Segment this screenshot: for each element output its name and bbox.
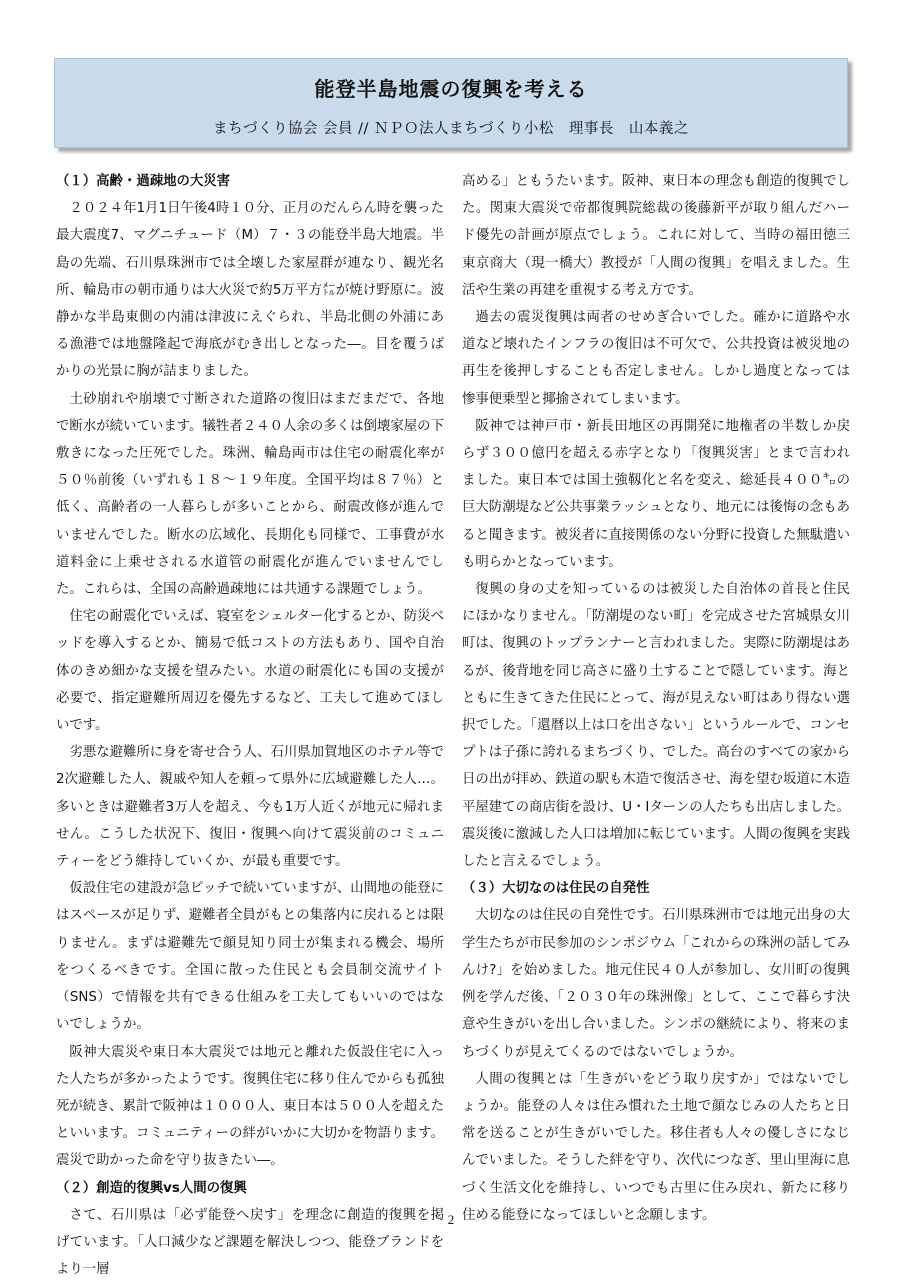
paragraph: 復興の身の丈を知っているのは被災した自治体の首長と住民にほかなりません。「防潮堤のない町」を完成させた宮城県女川町は、復興のトップランナーと言われました。実際に防潮堤はあるが、後背地を同じ高さに盛り土することで隠しています。海とともに生きてきた住民にとって、海が見えない町はあり得ない選択でした。「還暦以上は口を出さない」というルールで、コンセプトは子孫に誇れるまちづくり、でした。高台のすべての家から日の出が拝め、鉄道の駅も木造で復活させ、海を望む坂道に木造平屋建ての商店街を設け、U・Iターンの人たちも出店しました。震災後に激減した人口は増加に転じています。人間の復興を実践したと言えるでしょう。: [462, 582, 850, 870]
author-byline: まちづくり協会 会員 // ＮＰＯ法人まちづくり小松 理事長 山本義之: [213, 121, 689, 137]
section-heading-1: （１）高齢・過疎地の大災害: [56, 174, 231, 189]
paragraph: さて、石川県は「必ず能登へ戻す」を理念に創造的復興を掲げています。「人口減少など課題を解決しつつ、能登ブランドをより一層: [56, 1207, 444, 1278]
paragraph: 人間の復興とは「生きがいをどう取り戻すか」ではないでしょうか。能登の人々は住み慣れた土地で顔なじみの人たちと日常を送ることが生きがいでした。移住者も人々の優しさになじんでいました。そうした絆を守り、次代につなぎ、里山里海に息づく生活文化を維持し、いつでも古里に住み戻れ、新たに移り住める能登になってほしいと念願します。: [462, 1071, 850, 1223]
paragraph: 仮設住宅の建設が急ピッチで続いていますが、山間地の能登にはスペースが足りず、避難者全員がもとの集落内に戻れるとは限りません。まずは避難先で顔見知り同士が集まれる機会、場所をつくるべきです。全国に散った住民とも会員制交流サイト（SNS）で情報を共有できる仕組みを工夫してもいいのではないでしょうか。: [56, 881, 444, 1033]
page-title: 能登半島地震の復興を考える: [314, 77, 588, 101]
right-column: [462, 168, 850, 1229]
paragraph: 住宅の耐震化でいえば、寝室をシェルター化するとか、防災ベッドを導入するとか、簡易で低コストの方法もあり、国や自治体のきめ細かな支援を望みたい。水道の耐震化にも国の支援が必要で、指定避難所周辺を優先するなど、工夫して進めてほしいです。: [56, 609, 444, 734]
paragraph: 過去の震災復興は両者のせめぎ合いでした。確かに道路や水道など壊れたインフラの復旧は不可欠で、公共投資は被災地の再生を後押しすることも否定しません。しかし過度となっては惨事便乗型と揶揄されてしまいます。: [462, 310, 850, 407]
paragraph: 大切なのは住民の自発性です。石川県珠洲市では地元出身の大学生たちが市民参加のシンポジウム「これからの珠洲の話してみんけ?」を始めました。地元住民４０人が参加し、女川町の復興例を学んだ後、「２０３０年の珠洲像」として、ここで暮らす決意や生きがいを出し合いました。シンポの継続により、将来のまちづくりが見えてくるのではないでしょうか。: [462, 908, 850, 1060]
section-heading-3: （３）大切なのは住民の自発性: [462, 881, 650, 897]
page-number: 2: [447, 1212, 455, 1227]
title-banner: [54, 58, 848, 148]
paragraph-continuation: 高める」ともうたいます。阪神、東日本の理念も創造的復興でした。関東大震災で帝都復興院総裁の後藤新平が取り組んだハード優先の計画が原点でしょう。これに対して、当時の福田徳三東京商大（現一橋大）教授が「人間の復興」を唱えました。生活や生業の再建を重視する考え方です。: [462, 174, 850, 298]
paragraph: 阪神大震災や東日本大震災では地元と離れた仮設住宅に入った人たちが多かったようです。復興住宅に移り住んでからも孤独死が続き、累計で阪神は１０００人、東日本は５００人を超えたといいます。コミュニティーの絆がいかに大切かを物語ります。震災で助かった命を守り抜きたい―。: [56, 1044, 444, 1169]
paragraph: 土砂崩れや崩壊で寸断された道路の復旧はまだまだで、各地で断水が続いています。犠牲者２４０人余の多くは倒壊家屋の下敷きになった圧死でした。珠洲、輪島両市は住宅の耐震化率が５０％前後（いずれも１８～１９年度。全国平均は８７％）と低く、高齢者の一人暮らしが多いことから、耐震改修が進んでいませんでした。断水の広域化、長期化も同様で、工事費が水道料金に上乗せされる水道管の耐震化が進んでいませんでした。これらは、全国の高齢過疎地には共通する課題でしょう。: [56, 391, 444, 598]
paragraph: 阪神では神戸市・新長田地区の再開発に地権者の半数しか戻らず３００億円を超える赤字となり「復興災害」とまで言われました。東日本では国土強靱化と名を変え、総延長４００㌔の巨大防潮堤など公共事業ラッシュとなり、地元には後悔の念もあると聞きます。被災者に直接関係のない分野に投資した無駄遣いも明らかとなっています。: [462, 418, 850, 570]
section-heading-2: （２）創造的復興vs人間の復興: [56, 1180, 247, 1196]
paragraph: 劣悪な避難所に身を寄せ合う人、石川県加賀地区のホテル等で2次避難した人、親戚や知人を頼って県外に広域避難した人…。多いときは避難者3万人を超え、今も1万人近くが地元に帰れません。こうした状況下、復旧・復興へ向けて震災前のコミュニティーをどう維持していくか、が最も重要です。: [56, 745, 444, 870]
left-column: [56, 168, 444, 1283]
paragraph: ２０２４年1月1日午後4時１０分、正月のだんらん時を襲った最大震度7、マグニチュード（M）７・３の能登半島大地震。半島の先端、石川県珠洲市では全壊した家屋群が連なり、観光名所、輪島市の朝市通りは大火災で約5万平方㍍が焼け野原に。波静かな半島東側の内浦は津波にえぐられ、半島北側の外浦にある漁港では地盤隆起で海底がむき出しとなった―。目を覆うばかりの光景に胸が詰まりました。: [56, 201, 444, 380]
